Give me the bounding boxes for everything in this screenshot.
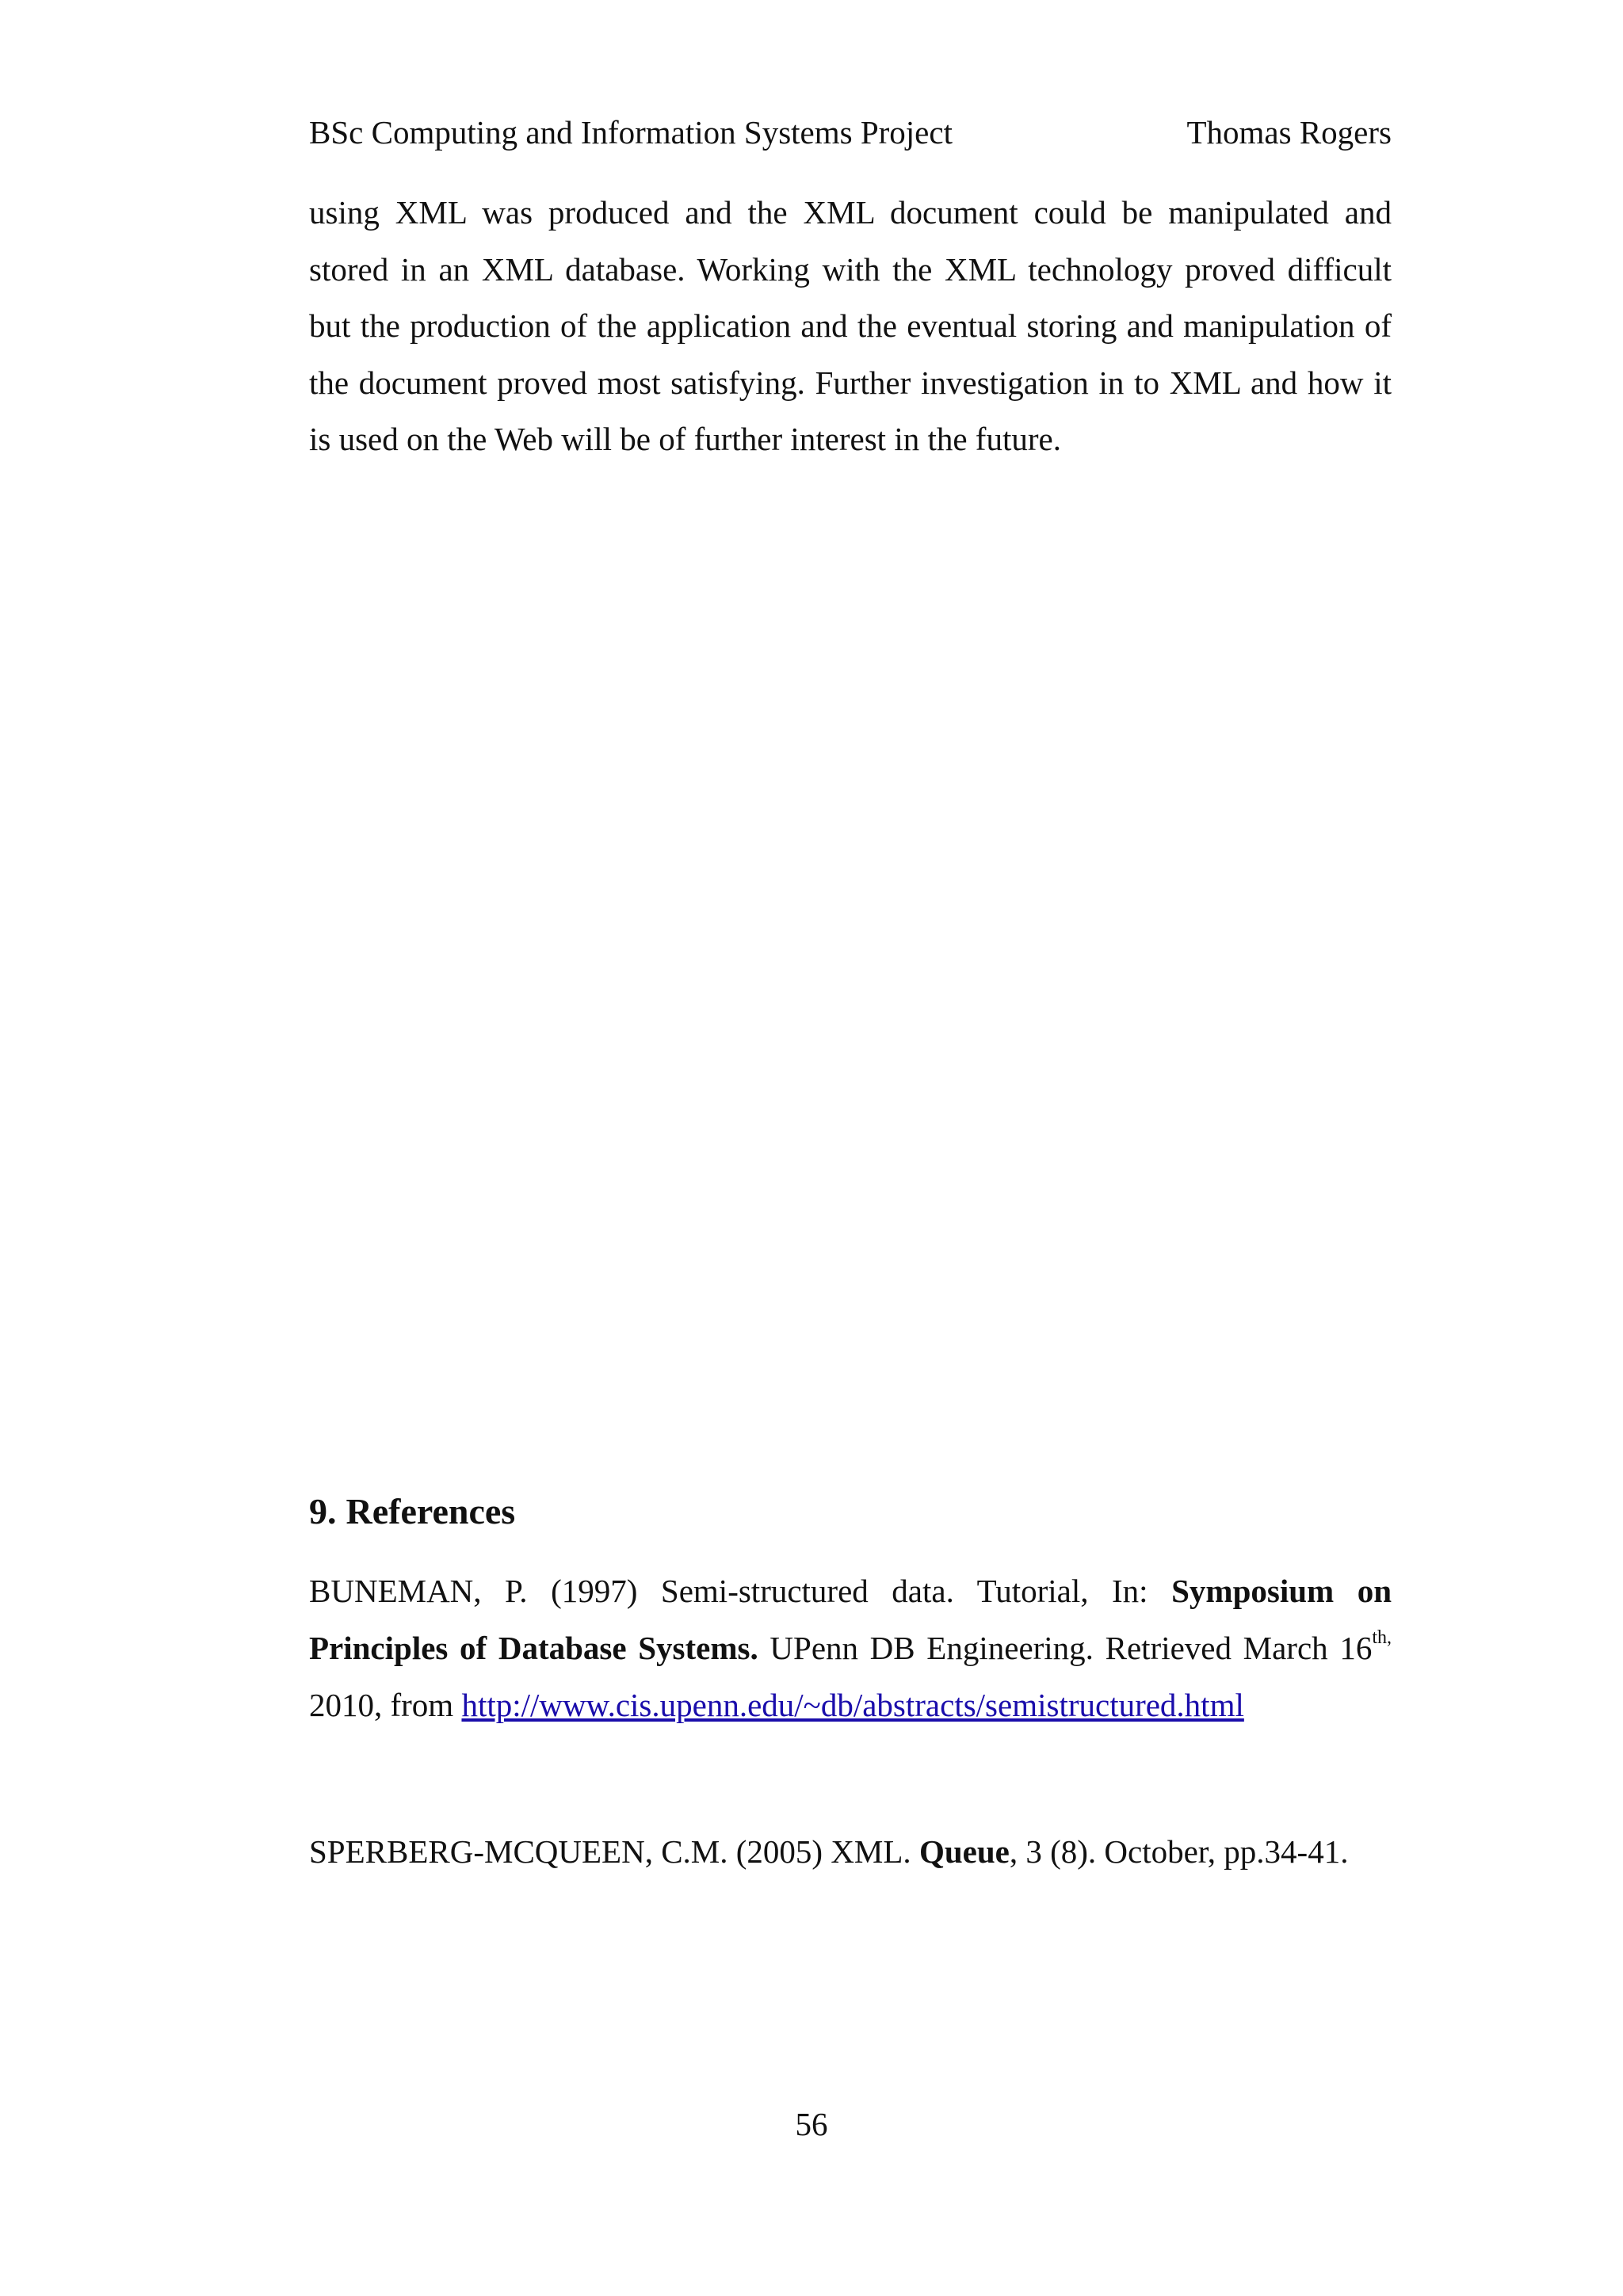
reference-line: [309, 1676, 1392, 1733]
reference-entry: [309, 1823, 1392, 1880]
reference-venue: Principles of Database Systems.: [309, 1630, 758, 1666]
body-line: stored in an XML database. Working with the XML technology proved difficult: [309, 250, 1392, 288]
reference-text: , 3 (8). October, pp.34-41.: [1009, 1833, 1349, 1870]
reference-url-link[interactable]: http://www.cis.upenn.edu/~db/abstracts/semistructured.html: [461, 1687, 1244, 1723]
header-author: Thomas Rogers: [1186, 114, 1392, 151]
reference-line: [309, 1619, 1392, 1676]
body-paragraph: [309, 185, 1392, 468]
reference-line: [309, 1823, 1392, 1880]
section-heading-references: [309, 1486, 515, 1537]
body-line: is used on the Web will be of further interest in the future.: [309, 421, 1061, 457]
reference-venue: Symposium on: [1171, 1573, 1392, 1609]
reference-text: 2010, from: [309, 1687, 454, 1723]
reference-line: [309, 1562, 1392, 1619]
body-line: the document proved most satisfying. Further investigation in to XML and how it: [309, 364, 1392, 401]
reference-text: SPERBERG-MCQUEEN, C.M. (2005) XML.: [309, 1833, 911, 1870]
header-project-title: BSc Computing and Information Systems Project: [309, 114, 953, 151]
page-number: 56: [795, 2106, 828, 2142]
reference-entry: [309, 1562, 1392, 1733]
reference-text: UPenn DB Engineering. Retrieved March 16: [769, 1630, 1373, 1666]
section-number: 9.: [309, 1491, 337, 1531]
body-line: using XML was produced and the XML document could be manipulated and: [309, 194, 1392, 231]
section-title: References: [346, 1491, 516, 1531]
reference-journal: Queue: [918, 1833, 1010, 1870]
body-line: but the production of the application and the eventual storing and manipulation of: [309, 307, 1392, 344]
ordinal-suffix: th,: [1372, 1627, 1392, 1648]
reference-text: BUNEMAN, P. (1997) Semi-structured data. Tutorial, In:: [309, 1573, 1148, 1609]
